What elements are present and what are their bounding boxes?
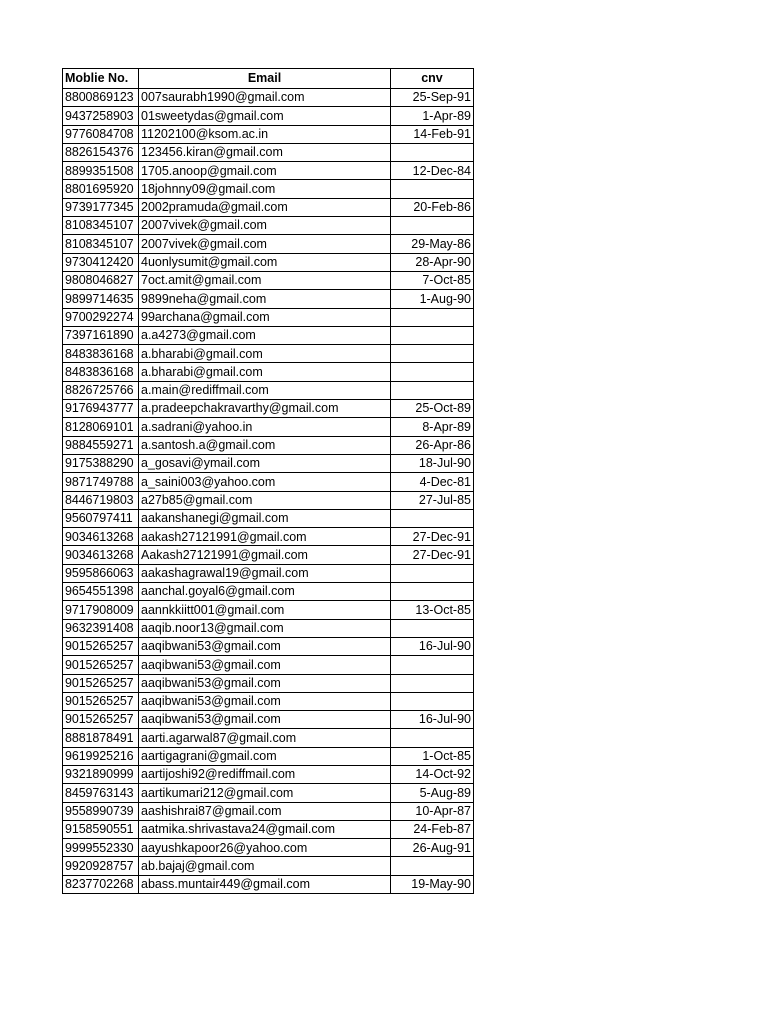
cnv-date-cell: 1-Oct-85 (391, 747, 474, 765)
table-row (63, 418, 474, 436)
cnv-date-cell (391, 345, 474, 363)
table-row (63, 180, 474, 198)
table-row (63, 363, 474, 381)
cnv-date-cell: 18-Jul-90 (391, 454, 474, 472)
mobile-number-cell: 9158590551 (63, 820, 139, 838)
cnv-date-cell (391, 674, 474, 692)
mobile-number-cell: 9632391408 (63, 619, 139, 637)
mobile-number-cell: 8108345107 (63, 217, 139, 235)
table-row (63, 198, 474, 216)
table-row (63, 729, 474, 747)
mobile-number-cell: 9899714635 (63, 290, 139, 308)
table-row (63, 839, 474, 857)
email-cell: aakash27121991@gmail.com (139, 528, 391, 546)
email-cell: aartijoshi92@rediffmail.com (139, 765, 391, 783)
mobile-number-cell: 7397161890 (63, 326, 139, 344)
mobile-number-cell: 9700292274 (63, 308, 139, 326)
cnv-date-cell (391, 326, 474, 344)
email-cell: 2007vivek@gmail.com (139, 235, 391, 253)
table-row (63, 162, 474, 180)
cnv-date-cell (391, 656, 474, 674)
email-cell: aaqibwani53@gmail.com (139, 692, 391, 710)
email-cell: a27b85@gmail.com (139, 491, 391, 509)
table-row (63, 89, 474, 107)
mobile-number-cell: 9321890999 (63, 765, 139, 783)
column-header-mobile: Moblie No. (63, 69, 139, 89)
contact-table (62, 68, 474, 894)
cnv-date-cell (391, 692, 474, 710)
table-row (63, 802, 474, 820)
mobile-number-cell: 8826725766 (63, 381, 139, 399)
email-cell: aanchal.goyal6@gmail.com (139, 583, 391, 601)
cnv-date-cell (391, 583, 474, 601)
table-row (63, 345, 474, 363)
email-cell: aakanshanegi@gmail.com (139, 509, 391, 527)
mobile-number-cell: 9739177345 (63, 198, 139, 216)
mobile-number-cell: 9776084708 (63, 125, 139, 143)
email-cell: 2007vivek@gmail.com (139, 217, 391, 235)
cnv-date-cell (391, 217, 474, 235)
table-row (63, 747, 474, 765)
email-cell: aakashagrawal19@gmail.com (139, 564, 391, 582)
mobile-number-cell: 8899351508 (63, 162, 139, 180)
email-cell: 123456.kiran@gmail.com (139, 143, 391, 161)
table-row (63, 436, 474, 454)
table-row (63, 491, 474, 509)
mobile-number-cell: 9015265257 (63, 656, 139, 674)
cnv-date-cell (391, 729, 474, 747)
column-header-email: Email (139, 69, 391, 89)
cnv-date-cell (391, 363, 474, 381)
table-row (63, 765, 474, 783)
mobile-number-cell: 9015265257 (63, 674, 139, 692)
table-row (63, 711, 474, 729)
table-header (63, 69, 474, 89)
mobile-number-cell: 9015265257 (63, 711, 139, 729)
cnv-date-cell (391, 180, 474, 198)
cnv-date-cell (391, 143, 474, 161)
email-cell: a.a4273@gmail.com (139, 326, 391, 344)
mobile-number-cell: 9558990739 (63, 802, 139, 820)
table-row (63, 656, 474, 674)
cnv-date-cell (391, 857, 474, 875)
table-row (63, 290, 474, 308)
email-cell: Aakash27121991@gmail.com (139, 546, 391, 564)
cnv-date-cell: 19-May-90 (391, 875, 474, 893)
cnv-date-cell: 25-Oct-89 (391, 400, 474, 418)
email-cell: a.bharabi@gmail.com (139, 363, 391, 381)
email-cell: 18johnny09@gmail.com (139, 180, 391, 198)
cnv-date-cell: 16-Jul-90 (391, 637, 474, 655)
mobile-number-cell: 8881878491 (63, 729, 139, 747)
email-cell: a_gosavi@ymail.com (139, 454, 391, 472)
email-cell: 99archana@gmail.com (139, 308, 391, 326)
table-row (63, 326, 474, 344)
mobile-number-cell: 8459763143 (63, 784, 139, 802)
cnv-date-cell: 26-Aug-91 (391, 839, 474, 857)
table-row (63, 784, 474, 802)
table-row (63, 528, 474, 546)
mobile-number-cell: 8826154376 (63, 143, 139, 161)
table-row (63, 381, 474, 399)
cnv-date-cell: 24-Feb-87 (391, 820, 474, 838)
mobile-number-cell: 8128069101 (63, 418, 139, 436)
cnv-date-cell (391, 619, 474, 637)
table-row (63, 857, 474, 875)
email-cell: aannkkiitt001@gmail.com (139, 601, 391, 619)
table-row (63, 820, 474, 838)
cnv-date-cell (391, 381, 474, 399)
email-cell: 4uonlysumit@gmail.com (139, 253, 391, 271)
table-row (63, 217, 474, 235)
email-cell: aaqibwani53@gmail.com (139, 637, 391, 655)
table-row (63, 143, 474, 161)
cnv-date-cell: 27-Jul-85 (391, 491, 474, 509)
header-row (63, 69, 474, 89)
email-cell: 9899neha@gmail.com (139, 290, 391, 308)
cnv-date-cell (391, 308, 474, 326)
table-row (63, 619, 474, 637)
cnv-date-cell: 29-May-86 (391, 235, 474, 253)
email-cell: ab.bajaj@gmail.com (139, 857, 391, 875)
cnv-date-cell: 27-Dec-91 (391, 546, 474, 564)
cnv-date-cell: 16-Jul-90 (391, 711, 474, 729)
cnv-date-cell: 20-Feb-86 (391, 198, 474, 216)
cnv-date-cell: 28-Apr-90 (391, 253, 474, 271)
mobile-number-cell: 9808046827 (63, 271, 139, 289)
mobile-number-cell: 9920928757 (63, 857, 139, 875)
table-row (63, 674, 474, 692)
email-cell: 007saurabh1990@gmail.com (139, 89, 391, 107)
table-row (63, 509, 474, 527)
email-cell: a.main@rediffmail.com (139, 381, 391, 399)
email-cell: aashishrai87@gmail.com (139, 802, 391, 820)
table-body (63, 89, 474, 894)
table-row (63, 235, 474, 253)
email-cell: aayushkapoor26@yahoo.com (139, 839, 391, 857)
mobile-number-cell: 9176943777 (63, 400, 139, 418)
cnv-date-cell: 1-Apr-89 (391, 107, 474, 125)
email-cell: 11202100@ksom.ac.in (139, 125, 391, 143)
email-cell: abass.muntair449@gmail.com (139, 875, 391, 893)
cnv-date-cell: 27-Dec-91 (391, 528, 474, 546)
cnv-date-cell: 25-Sep-91 (391, 89, 474, 107)
table-row (63, 564, 474, 582)
mobile-number-cell: 8446719803 (63, 491, 139, 509)
cnv-date-cell: 13-Oct-85 (391, 601, 474, 619)
table-row (63, 454, 474, 472)
table-row (63, 583, 474, 601)
mobile-number-cell: 8483836168 (63, 363, 139, 381)
cnv-date-cell: 4-Dec-81 (391, 473, 474, 491)
mobile-number-cell: 9437258903 (63, 107, 139, 125)
table-row (63, 875, 474, 893)
table-row (63, 601, 474, 619)
cnv-date-cell: 8-Apr-89 (391, 418, 474, 436)
email-cell: aartikumari212@gmail.com (139, 784, 391, 802)
mobile-number-cell: 9619925216 (63, 747, 139, 765)
column-header-cnv: cnv (391, 69, 474, 89)
cnv-date-cell: 12-Dec-84 (391, 162, 474, 180)
mobile-number-cell: 9015265257 (63, 692, 139, 710)
mobile-number-cell: 9034613268 (63, 528, 139, 546)
email-cell: aaqibwani53@gmail.com (139, 656, 391, 674)
email-cell: a.pradeepchakravarthy@gmail.com (139, 400, 391, 418)
email-cell: 1705.anoop@gmail.com (139, 162, 391, 180)
table-row (63, 400, 474, 418)
cnv-date-cell: 5-Aug-89 (391, 784, 474, 802)
mobile-number-cell: 9884559271 (63, 436, 139, 454)
email-cell: a.sadrani@yahoo.in (139, 418, 391, 436)
mobile-number-cell: 9175388290 (63, 454, 139, 472)
email-cell: aaqibwani53@gmail.com (139, 711, 391, 729)
email-cell: a.santosh.a@gmail.com (139, 436, 391, 454)
mobile-number-cell: 8108345107 (63, 235, 139, 253)
mobile-number-cell: 9999552330 (63, 839, 139, 857)
email-cell: aatmika.shrivastava24@gmail.com (139, 820, 391, 838)
table-row (63, 107, 474, 125)
email-cell: 7oct.amit@gmail.com (139, 271, 391, 289)
table-row (63, 692, 474, 710)
cnv-date-cell (391, 509, 474, 527)
email-cell: aartigagrani@gmail.com (139, 747, 391, 765)
mobile-number-cell: 9730412420 (63, 253, 139, 271)
table-row (63, 253, 474, 271)
mobile-number-cell: 9560797411 (63, 509, 139, 527)
email-cell: aaqib.noor13@gmail.com (139, 619, 391, 637)
cnv-date-cell: 26-Apr-86 (391, 436, 474, 454)
email-cell: aarti.agarwal87@gmail.com (139, 729, 391, 747)
mobile-number-cell: 8237702268 (63, 875, 139, 893)
table-row (63, 308, 474, 326)
cnv-date-cell: 1-Aug-90 (391, 290, 474, 308)
mobile-number-cell: 8483836168 (63, 345, 139, 363)
email-cell: a.bharabi@gmail.com (139, 345, 391, 363)
table-row (63, 637, 474, 655)
email-cell: 2002pramuda@gmail.com (139, 198, 391, 216)
table-row (63, 473, 474, 491)
mobile-number-cell: 9654551398 (63, 583, 139, 601)
table-row (63, 271, 474, 289)
email-cell: a_saini003@yahoo.com (139, 473, 391, 491)
cnv-date-cell: 7-Oct-85 (391, 271, 474, 289)
mobile-number-cell: 8801695920 (63, 180, 139, 198)
cnv-date-cell (391, 564, 474, 582)
table-row (63, 546, 474, 564)
table-row (63, 125, 474, 143)
cnv-date-cell: 10-Apr-87 (391, 802, 474, 820)
email-cell: aaqibwani53@gmail.com (139, 674, 391, 692)
cnv-date-cell: 14-Oct-92 (391, 765, 474, 783)
email-cell: 01sweetydas@gmail.com (139, 107, 391, 125)
mobile-number-cell: 8800869123 (63, 89, 139, 107)
mobile-number-cell: 9015265257 (63, 637, 139, 655)
mobile-number-cell: 9595866063 (63, 564, 139, 582)
mobile-number-cell: 9871749788 (63, 473, 139, 491)
mobile-number-cell: 9717908009 (63, 601, 139, 619)
mobile-number-cell: 9034613268 (63, 546, 139, 564)
cnv-date-cell: 14-Feb-91 (391, 125, 474, 143)
